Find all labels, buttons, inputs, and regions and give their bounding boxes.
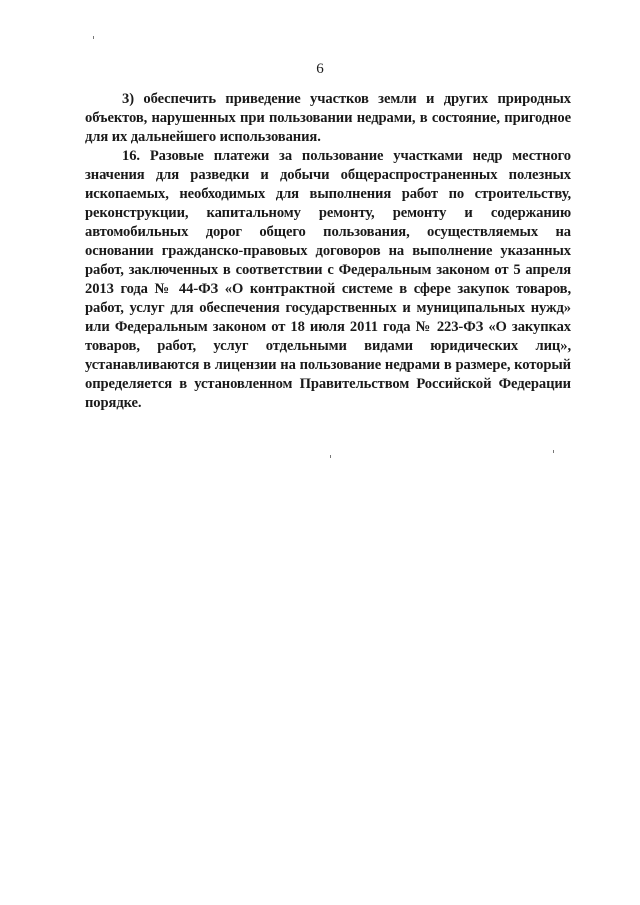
- paragraph-item-3: 3) обеспечить приведение участков земли и других природных объектов, нарушенных при пользовании недрами, в состояние, пригодное для их дальнейшего использования.: [85, 91, 571, 145]
- page-number: 6: [316, 61, 324, 77]
- scan-speck: [330, 455, 331, 458]
- scan-speck: [93, 36, 94, 39]
- scan-speck: [553, 450, 554, 453]
- paragraph-article-16: 16. Разовые платежи за пользование участками недр местного значения для разведки и добычи общераспространенных полезных ископаемых, необходимых для выполнения работ по строительству, реконструкции, капитальному ремонту, ремонту и содержанию автомобильных дорог общего пользования, осуществляемых на основании гражданско-правовых договоров на выполнение указанных работ, заключенных в соответствии с Федеральным законом от 5 апреля 2013 года № 44-ФЗ «О контрактной системе в сфере закупок товаров, работ, услуг для обеспечения государственных и муниципальных нужд» или Федеральным законом от 18 июля 2011 года № 223-ФЗ «О закупках товаров, работ, услуг отдельными видами юридических лиц», устанавливаются в лицензии на пользование недрами в размере, который определяется в установленном Правительством Российской Федерации порядке.: [85, 148, 571, 411]
- document-body: [85, 90, 571, 413]
